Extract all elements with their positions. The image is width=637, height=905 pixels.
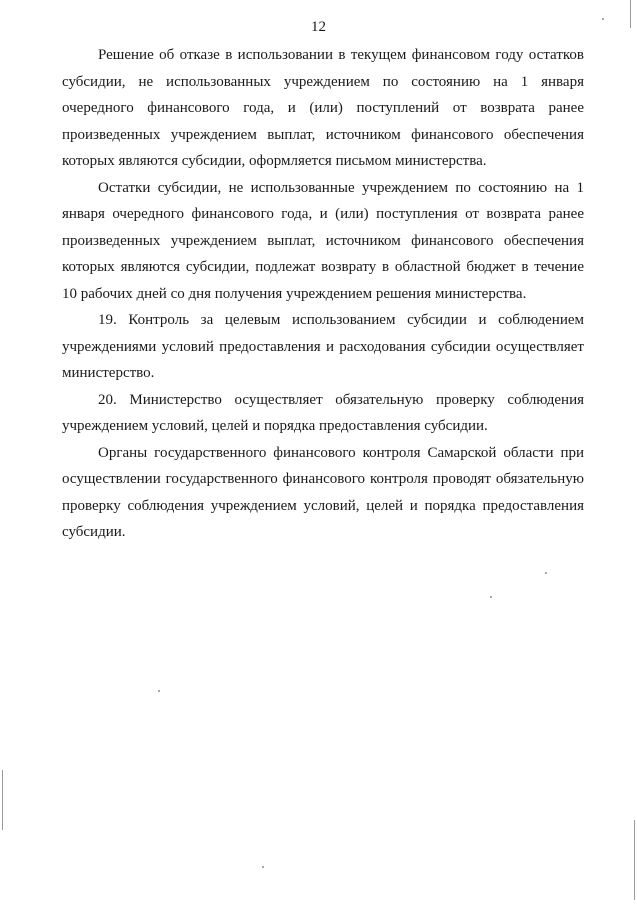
scan-edge-mark-bottom-right xyxy=(634,820,635,900)
scan-dot-mark xyxy=(262,866,264,868)
paragraph-item-20: 20. Министерство осуществляет обязательную проверку соблюдения учреждением условий, целей и порядка предоставления субсидии. xyxy=(62,391,584,434)
scan-dot-mark xyxy=(158,690,160,692)
scan-dot-mark xyxy=(602,18,604,20)
scan-edge-mark-bottom-left xyxy=(2,770,3,830)
document-body xyxy=(62,42,584,546)
paragraph-refusal-decision: Решение об отказе в использовании в текущем финансовом году остатков субсидии, не использованных учреждением по состоянию на 1 января очередного финансового года, и (или) поступлений от возврата ранее произведенных учреждением выплат, источником финансового обеспечения которых являются субсидии, оформляется письмом министерства. xyxy=(62,47,584,169)
paragraph-item-19: 19. Контроль за целевым использованием субсидии и соблюдением учреждениями условий предоставления и расходования субсидии осуществляет министерство. xyxy=(62,312,584,381)
paragraph-subsidy-remainders: Остатки субсидии, не использованные учреждением по состоянию на 1 января очередного финансового года, и (или) поступления от возврата ранее произведенных учреждением выплат, источником финансового обеспечения которых являются субсидии, подлежат возврату в областной бюджет в течение 10 рабочих дней со дня получения учреждением решения министерства. xyxy=(62,179,584,302)
page-number: 12 xyxy=(311,19,326,35)
scan-dot-mark xyxy=(490,596,492,598)
paragraph-state-financial-control: Органы государственного финансового контроля Самарской области при осуществлении государственного финансового контроля проводят обязательную проверку соблюдения учреждением условий, целей и порядка предоставления субсидии. xyxy=(62,444,584,540)
scan-dot-mark xyxy=(545,572,547,574)
scan-edge-mark-top-right xyxy=(630,0,631,28)
